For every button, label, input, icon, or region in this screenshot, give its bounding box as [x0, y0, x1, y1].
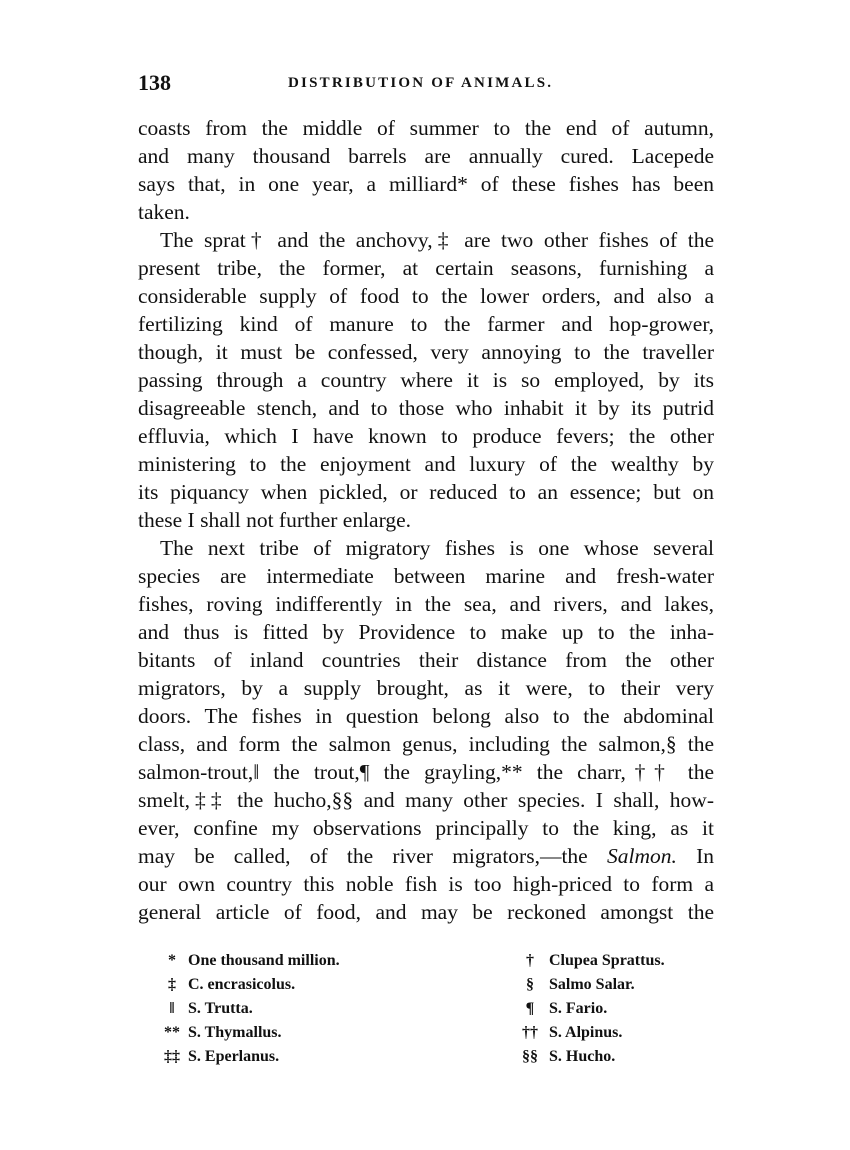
footnote — [515, 1048, 615, 1066]
text-line: migrators, by a supply brought, as it were, to their very — [138, 676, 714, 700]
footnote-text: C. encrasicolus. — [188, 976, 296, 993]
footnote-text: S. Thymallus. — [188, 1024, 282, 1041]
text-fragment: In — [696, 844, 715, 868]
footnote-mark: † — [526, 952, 534, 969]
footnote-row — [160, 1000, 720, 1024]
text-line: ministering to the enjoyment and luxury of the wealthy by — [138, 452, 714, 476]
footnote-mark: †† — [522, 1024, 538, 1041]
footnote-text: Clupea Sprattus. — [549, 952, 665, 969]
text-line: fertilizing kind of manure to the farmer and hop-grower, — [138, 312, 714, 336]
italic-word: Salmon. — [606, 844, 677, 868]
footnote-row — [160, 1024, 720, 1048]
text-line: taken. — [138, 200, 190, 224]
footnote-mark: §§ — [522, 1048, 538, 1065]
footnote-mark: § — [526, 976, 534, 993]
footnote — [515, 1000, 607, 1018]
running-head: DISTRIBUTION OF ANIMALS. — [288, 75, 554, 91]
footnote-text: S. Eperlanus. — [188, 1048, 280, 1065]
text-line: effluvia, which I have known to produce fevers; the other — [138, 424, 714, 448]
text-fragment: may be called, of the river migrators,—the — [138, 844, 588, 868]
footnote — [160, 976, 295, 994]
page-number: 138 — [138, 70, 171, 95]
footnote-row — [160, 1048, 720, 1072]
footnote-mark: ‡‡ — [164, 1048, 180, 1065]
footnote-text: S. Hucho. — [549, 1048, 616, 1065]
text-line: its piquancy when pickled, or reduced to an essence; but on — [138, 480, 714, 504]
footnotes — [160, 952, 720, 1072]
footnote-text: S. Alpinus. — [549, 1024, 623, 1041]
text-line: says that, in one year, a milliard* of these fishes has been — [138, 172, 714, 196]
footnote — [515, 1024, 622, 1042]
text-line: The next tribe of migratory fishes is one whose several — [160, 536, 714, 560]
footnote-text: Salmo Salar. — [549, 976, 635, 993]
text-line: disagreeable stench, and to those who inhabit it by its putrid — [138, 396, 714, 420]
footnote-row — [160, 952, 720, 976]
text-line: species are intermediate between marine and fresh-water — [138, 564, 714, 588]
footnote — [515, 952, 665, 970]
text-line: The sprat† and the anchovy,‡ are two other fishes of the — [160, 228, 714, 252]
text-line: coasts from the middle of summer to the end of autumn, — [138, 116, 714, 140]
footnote — [160, 1048, 279, 1066]
text-line: bitants of inland countries their distance from the other — [138, 648, 714, 672]
footnote-mark: ¶ — [525, 1000, 535, 1017]
text-line: present tribe, the former, at certain seasons, furnishing a — [138, 256, 714, 280]
footnote — [160, 952, 340, 970]
text-line: salmon-trout,‖ the trout,¶ the grayling,** the charr,†† the — [138, 760, 714, 784]
text-line: fishes, roving indifferently in the sea, and rivers, and lakes, — [138, 592, 714, 616]
text-line: considerable supply of food to the lower orders, and also a — [138, 284, 714, 308]
footnote-mark: ** — [164, 1024, 180, 1041]
text-line: ever, confine my observations principally to the king, as it — [138, 816, 714, 840]
text-line: our own country this noble fish is too high-priced to form a — [138, 872, 714, 896]
text-line: and thus is fitted by Providence to make up to the inha- — [138, 620, 714, 644]
text-line: and many thousand barrels are annually cured. Lacepede — [138, 144, 714, 168]
text-line: these I shall not further enlarge. — [138, 508, 412, 532]
footnote — [160, 1000, 253, 1018]
text-line: class, and form the salmon genus, including the salmon,§ the — [138, 732, 714, 756]
text-line: general article of food, and may be reckoned amongst the — [138, 900, 714, 924]
page-header — [138, 66, 714, 100]
footnote-mark: * — [168, 952, 176, 969]
text-line: smelt,‡‡ the hucho,§§ and many other species. I shall, how- — [138, 788, 714, 812]
footnote — [160, 1024, 282, 1042]
text-line: doors. The fishes in question belong also to the abdominal — [138, 704, 714, 728]
footnote-text: S. Trutta. — [188, 1000, 253, 1017]
text-line: passing through a country where it is so employed, by its — [138, 368, 714, 392]
text-line: though, it must be confessed, very annoying to the traveller — [138, 340, 714, 364]
footnote-mark: ‖ — [169, 1000, 175, 1017]
footnote-row — [160, 976, 720, 1000]
footnote-mark: ‡ — [168, 976, 176, 993]
footnote-text: One thousand million. — [188, 952, 340, 969]
footnote-text: S. Fario. — [549, 1000, 608, 1017]
body-text — [138, 114, 714, 926]
footnote — [515, 976, 635, 994]
text-line-with-italic — [138, 842, 714, 870]
